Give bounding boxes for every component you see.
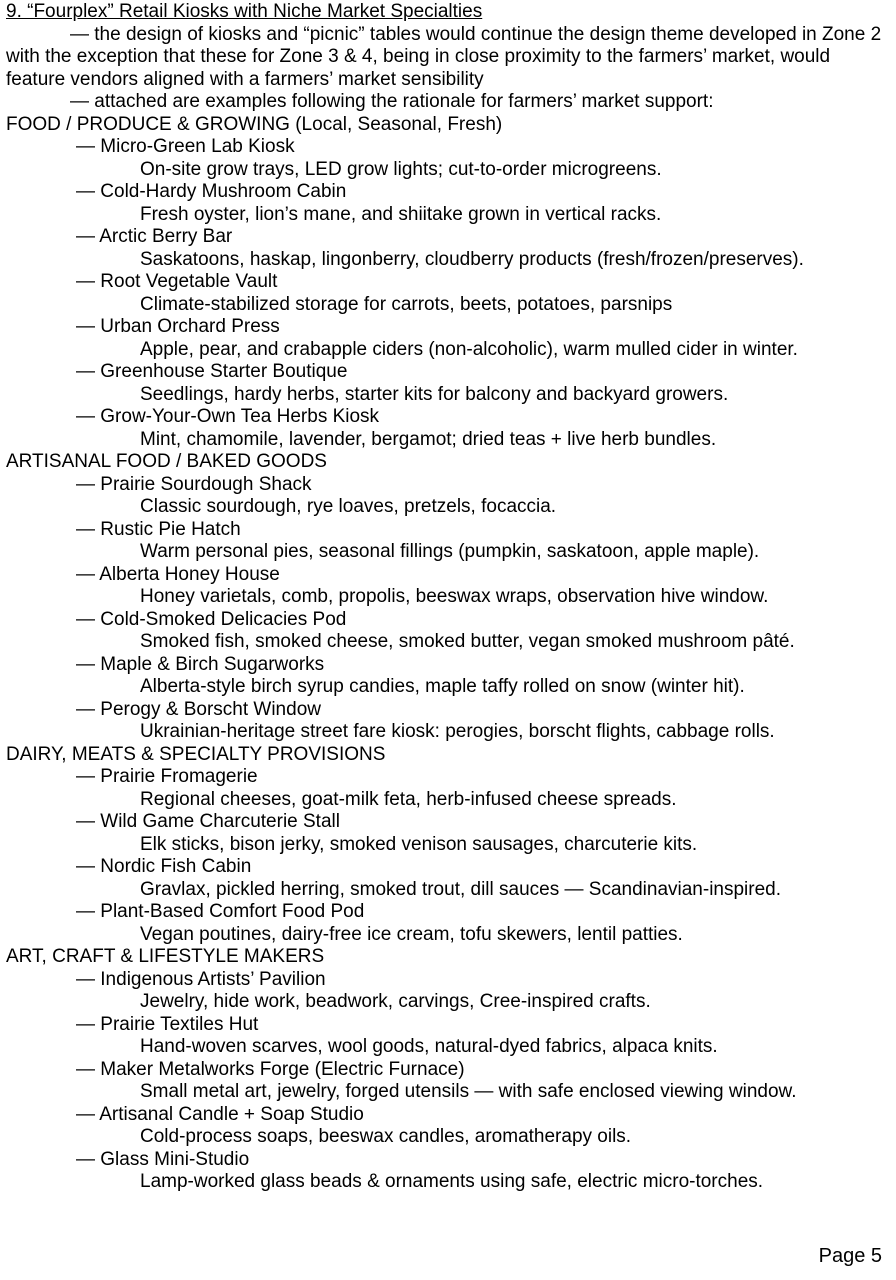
category-heading: ART, CRAFT & LIFESTYLE MAKERS [6,946,325,967]
category-heading: ARTISANAL FOOD / BAKED GOODS [6,451,327,472]
kiosk-name: — Arctic Berry Bar [76,226,233,247]
kiosk-name: — Glass Mini-Studio [76,1148,250,1170]
intro-paragraph: — the design of kiosks and “picnic” tables would continue the design theme developed in Zone 2 with the exception that these for Zone 3 & 4, being in close proximity to the farmers’ market, would feature vendors aligned with a farmers’ market sensibility [6,23,882,90]
kiosk-description: Smoked fish, smoked cheese, smoked butter, vegan smoked mushroom pâté. [140,631,795,652]
kiosk-name: — Nordic Fish Cabin [76,856,252,877]
kiosk-description: Fresh oyster, lion’s mane, and shiitake grown in vertical racks. [140,203,662,225]
kiosk-name: — Wild Game Charcuterie Stall [76,811,340,832]
kiosk-description: Honey varietals, comb, propolis, beeswax wraps, observation hive window. [140,586,769,607]
intro-line-attachment: — attached are examples following the rationale for farmers’ market support: [70,91,714,112]
kiosk-description: Hand-woven scarves, wool goods, natural-dyed fabrics, alpaca knits. [140,1036,718,1057]
kiosk-description: Cold-process soaps, beeswax candles, aromatherapy oils. [140,1126,632,1147]
kiosk-name: — Prairie Textiles Hut [76,1013,259,1035]
kiosk-description: Climate-stabilized storage for carrots, beets, potatoes, parsnips [140,293,673,315]
kiosk-description: Alberta-style birch syrup candies, maple taffy rolled on snow (winter hit). [140,676,745,697]
kiosk-description: Saskatoons, haskap, lingonberry, cloudberry products (fresh/frozen/preserves). [140,248,804,270]
kiosk-description: Mint, chamomile, lavender, bergamot; dried teas + live herb bundles. [140,428,717,450]
kiosk-name: — Cold-Smoked Delicacies Pod [76,608,347,630]
kiosk-name: — Perogy & Borscht Window [76,698,321,720]
kiosk-description: On-site grow trays, LED grow lights; cut-to-order microgreens. [140,158,662,180]
kiosk-description: Seedlings, hardy herbs, starter kits for balcony and backyard growers. [140,383,729,405]
kiosk-name: — Urban Orchard Press [76,316,280,337]
category-list [6,114,890,1194]
kiosk-description: Classic sourdough, rye loaves, pretzels, focaccia. [140,496,557,517]
kiosk-name: — Cold-Hardy Mushroom Cabin [76,181,347,202]
category-heading: FOOD / PRODUCE & GROWING (Local, Seasonal, Fresh) [6,113,503,135]
kiosk-name: — Prairie Sourdough Shack [76,473,312,495]
kiosk-description: Ukrainian-heritage street fare kiosk: perogies, borscht flights, cabbage rolls. [140,721,775,742]
section-heading: 9. “Fourplex” Retail Kiosks with Niche Market Specialties [6,1,483,22]
kiosk-description: Vegan poutines, dairy-free ice cream, tofu skewers, lentil patties. [140,923,683,945]
kiosk-description: Elk sticks, bison jerky, smoked venison sausages, charcuterie kits. [140,833,698,855]
kiosk-name: — Plant-Based Comfort Food Pod [76,901,365,922]
kiosk-name: — Artisanal Candle + Soap Studio [76,1103,364,1125]
kiosk-name: — Maple & Birch Sugarworks [76,653,325,675]
kiosk-description: Regional cheeses, goat-milk feta, herb-infused cheese spreads. [140,788,677,810]
kiosk-name: — Indigenous Artists’ Pavilion [76,968,326,990]
kiosk-name: — Grow-Your-Own Tea Herbs Kiosk [76,406,380,427]
kiosk-name: — Root Vegetable Vault [76,271,278,292]
page-number: Page 5 [818,1245,882,1267]
kiosk-name: — Micro-Green Lab Kiosk [76,136,295,157]
kiosk-name: — Alberta Honey House [76,563,280,585]
category-heading: DAIRY, MEATS & SPECIALTY PROVISIONS [6,743,386,765]
kiosk-description: Warm personal pies, seasonal fillings (pumpkin, saskatoon, apple maple). [140,541,760,562]
kiosk-description: Lamp-worked glass beads & ornaments using safe, electric micro-torches. [140,1171,764,1192]
kiosk-description: Apple, pear, and crabapple ciders (non-alcoholic), warm mulled cider in winter. [140,338,798,360]
kiosk-name: — Rustic Pie Hatch [76,518,241,540]
kiosk-name: — Prairie Fromagerie [76,766,258,787]
kiosk-description: Jewelry, hide work, beadwork, carvings, Cree-inspired crafts. [140,991,651,1012]
kiosk-description: Gravlax, pickled herring, smoked trout, dill sauces — Scandinavian-inspired. [140,878,782,900]
kiosk-description: Small metal art, jewelry, forged utensils — with safe enclosed viewing window. [140,1081,797,1102]
kiosk-name: — Greenhouse Starter Boutique [76,361,348,382]
kiosk-name: — Maker Metalworks Forge (Electric Furnace) [76,1058,465,1080]
document-page [6,1,890,1194]
